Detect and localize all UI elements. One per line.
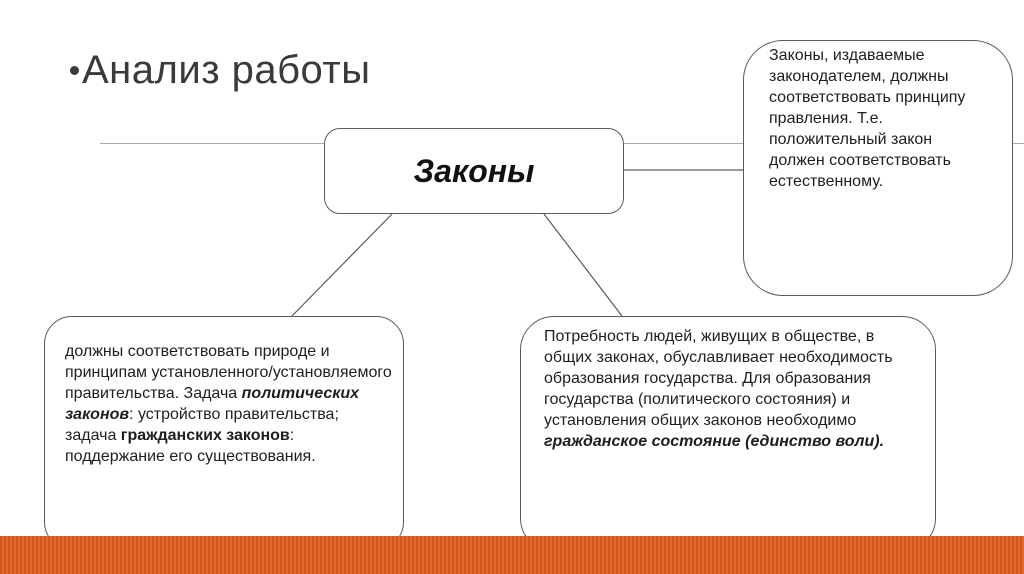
bullet-icon xyxy=(70,66,79,75)
left-node-political-laws: политических законов xyxy=(65,385,360,423)
connector-center-to-left xyxy=(292,214,392,316)
right-node-text: Законы, издаваемые законодателем, должны соответствовать принципу правления. Т.е. положительный закон должен соответствовать естественному. xyxy=(769,47,966,190)
bottom-node-text-1: Потребность людей, живущих в обществе, в общих законах, обуславливает необходимость образования государства. Для образования государства (политического состояния) и установления общих законов необходимо xyxy=(544,328,893,429)
left-node xyxy=(44,316,404,550)
connector-center-to-bottom xyxy=(544,214,622,316)
page-title xyxy=(70,48,371,93)
right-node xyxy=(743,40,1013,296)
page-title-text: Анализ работы xyxy=(82,48,371,92)
center-node-laws xyxy=(324,128,624,214)
bottom-node-civil-state: гражданское состояние (единство воли). xyxy=(544,433,885,450)
footer-accent-bar xyxy=(0,536,1024,574)
left-node-civil-laws: гражданских законов xyxy=(120,427,290,444)
left-node-text-2: : устройство правительства; задача xyxy=(65,406,339,444)
left-node-text-1: должны соответствовать природе и принципам установленного/установляемого правительства. Задача xyxy=(65,343,392,402)
left-node-text-3: : поддержание его существования. xyxy=(65,427,316,465)
bottom-node xyxy=(520,316,936,552)
center-node-label: Законы xyxy=(413,152,535,189)
